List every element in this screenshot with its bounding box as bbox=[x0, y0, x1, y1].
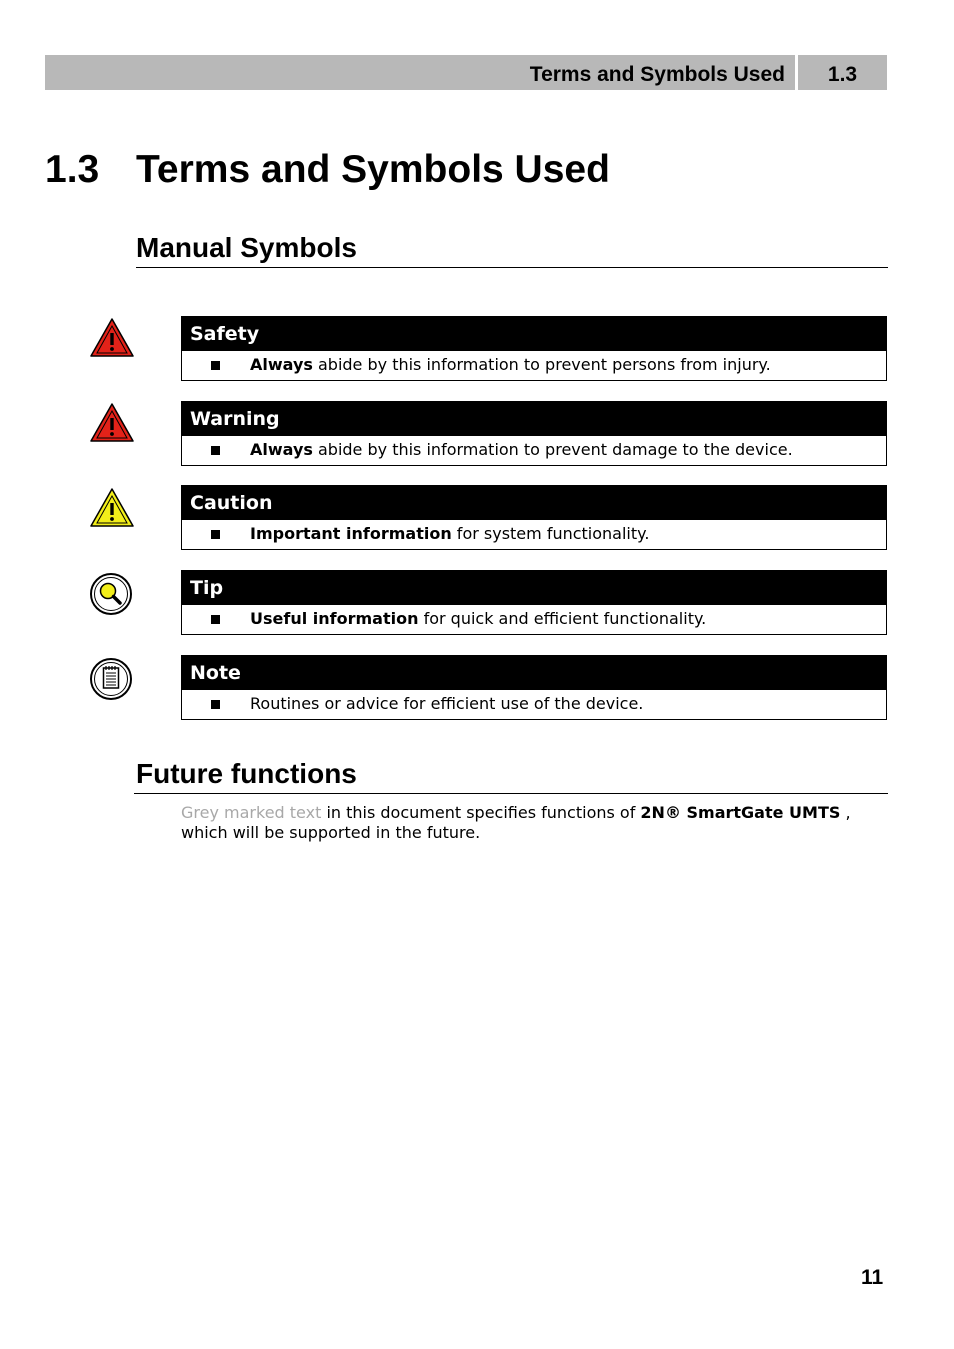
bullet bbox=[211, 530, 220, 539]
grey-marked-text: Grey marked text bbox=[181, 803, 322, 822]
future-functions-paragraph bbox=[181, 803, 871, 842]
tip-bold-text: Useful information bbox=[250, 609, 419, 628]
warning-icon bbox=[89, 401, 135, 447]
product-name: 2N® SmartGate UMTS bbox=[640, 803, 841, 822]
manual-symbols-rule bbox=[136, 267, 888, 268]
page-number: 11 bbox=[861, 1266, 884, 1289]
note-box-title: Note bbox=[182, 656, 886, 690]
running-header-section-number: 1.3 bbox=[827, 63, 858, 86]
future-text-part-1: in this document specifies functions of bbox=[321, 803, 641, 822]
caution-box-title: Caution bbox=[182, 486, 886, 520]
tip-box bbox=[181, 570, 887, 635]
safety-box-body bbox=[182, 351, 886, 380]
caution-box bbox=[181, 485, 887, 550]
running-header-title: Terms and Symbols Used bbox=[529, 63, 785, 86]
tip-text: for quick and efficient functionality. bbox=[418, 609, 707, 628]
warning-text: abide by this information to prevent damage to the device. bbox=[312, 440, 793, 459]
tip-icon bbox=[89, 571, 135, 617]
safety-box bbox=[181, 316, 887, 381]
chapter-number: 1.3 bbox=[45, 148, 100, 191]
caution-bold-text: Important information bbox=[250, 524, 452, 543]
bullet bbox=[211, 361, 220, 370]
caution-icon bbox=[89, 486, 135, 532]
chapter-title bbox=[45, 146, 610, 194]
future-functions-heading: Future functions bbox=[136, 758, 357, 789]
manual-symbols-heading: Manual Symbols bbox=[136, 232, 357, 263]
warning-box-title: Warning bbox=[182, 402, 886, 436]
chapter-title-text: Terms and Symbols Used bbox=[136, 148, 610, 191]
warning-box-body bbox=[182, 436, 886, 465]
warning-bold-text: Always bbox=[250, 440, 313, 459]
safety-bold-text: Always bbox=[250, 355, 313, 374]
tip-box-body bbox=[182, 605, 886, 634]
note-text: Routines or advice for efficient use of the device. bbox=[250, 694, 644, 713]
caution-text: for system functionality. bbox=[451, 524, 650, 543]
running-header-bar bbox=[45, 55, 795, 90]
note-box-body bbox=[182, 690, 886, 719]
bullet bbox=[211, 615, 220, 624]
caution-box-body bbox=[182, 520, 886, 549]
future-functions-rule bbox=[134, 793, 888, 794]
warning-box bbox=[181, 401, 887, 466]
note-box bbox=[181, 655, 887, 720]
safety-text: abide by this information to prevent persons from injury. bbox=[312, 355, 771, 374]
safety-box-title: Safety bbox=[182, 317, 886, 351]
bullet bbox=[211, 446, 220, 455]
running-header-section-box bbox=[798, 55, 887, 90]
bullet bbox=[211, 700, 220, 709]
safety-icon bbox=[89, 316, 135, 362]
note-icon bbox=[89, 656, 135, 702]
future-text-part-2: , which will be supported in the future. bbox=[181, 803, 851, 842]
tip-box-title: Tip bbox=[182, 571, 886, 605]
